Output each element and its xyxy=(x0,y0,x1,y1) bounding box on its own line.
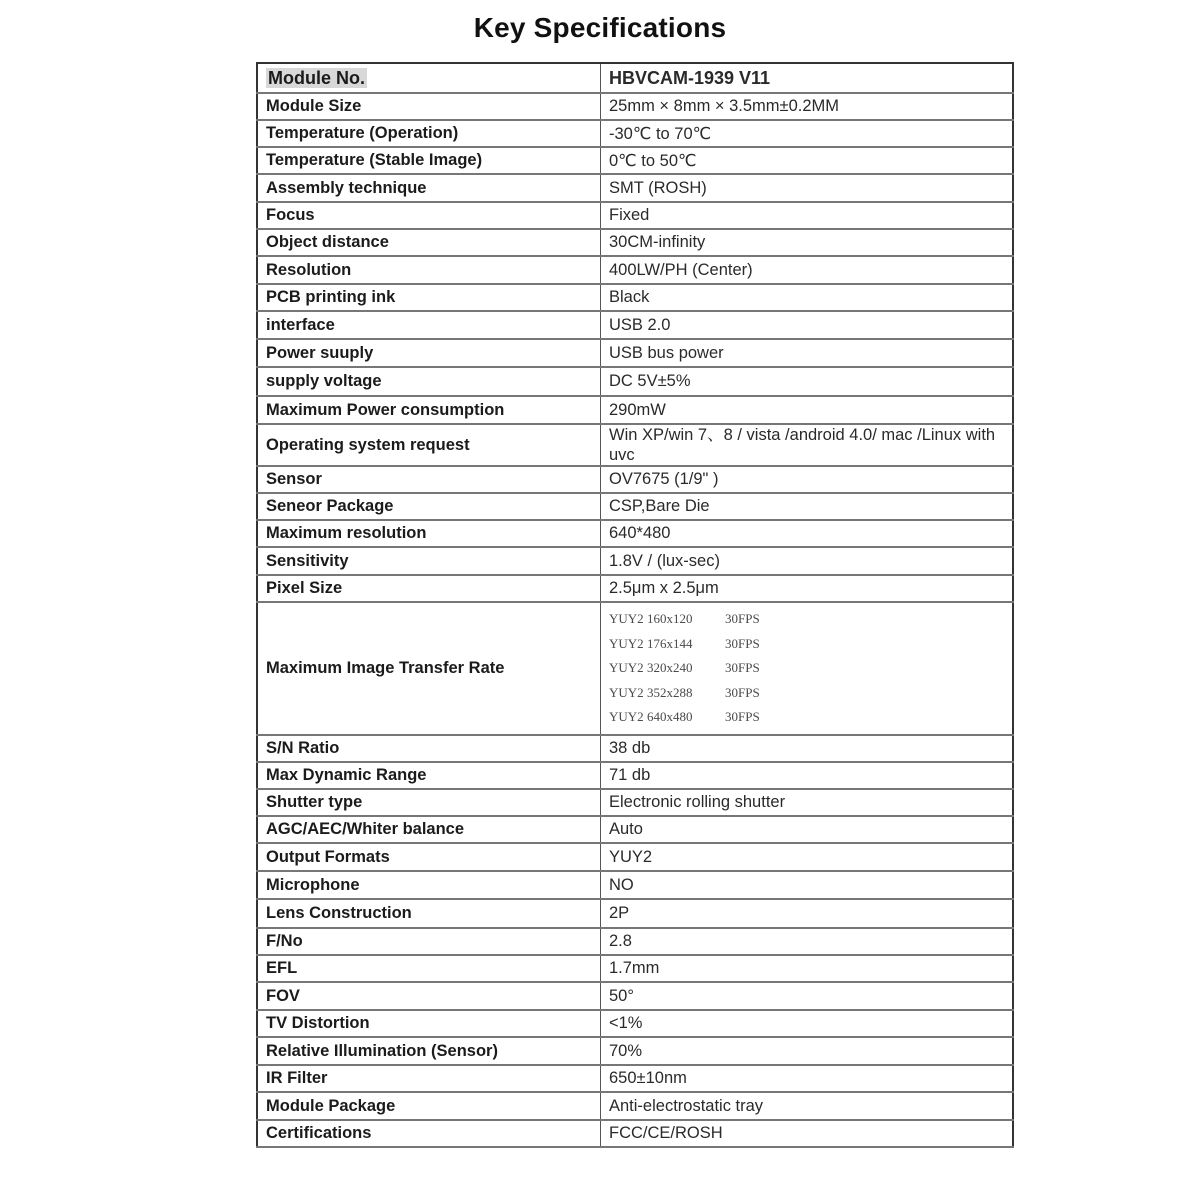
table-row xyxy=(257,174,1013,202)
table-row xyxy=(257,256,1013,284)
table-row xyxy=(257,284,1013,311)
transfer-rate-fps: 30FPS xyxy=(725,709,760,725)
table-row xyxy=(257,120,1013,147)
spec-value: SMT (ROSH) xyxy=(601,174,1014,202)
spec-value: -30℃ to 70℃ xyxy=(601,120,1014,147)
table-row xyxy=(257,424,1013,466)
spec-value: Black xyxy=(601,284,1014,311)
transfer-rate-item xyxy=(609,607,1012,632)
spec-value: Win XP/win 7、8 / vista /android 4.0/ mac /Linux with uvc xyxy=(601,424,1014,466)
table-row xyxy=(257,1010,1013,1037)
spec-value: 2.8 xyxy=(601,928,1014,955)
spec-label: EFL xyxy=(257,955,601,982)
transfer-rate-list xyxy=(609,607,1012,730)
table-row xyxy=(257,229,1013,256)
spec-label: Object distance xyxy=(257,229,601,256)
spec-label: Certifications xyxy=(257,1120,601,1147)
table-header-row xyxy=(257,63,1013,93)
transfer-rate-fps: 30FPS xyxy=(725,660,760,676)
spec-label: Focus xyxy=(257,202,601,229)
transfer-rate-cell xyxy=(601,602,1014,735)
spec-label: Maximum resolution xyxy=(257,520,601,547)
spec-label: FOV xyxy=(257,982,601,1010)
spec-label: Operating system request xyxy=(257,424,601,466)
spec-label: Shutter type xyxy=(257,789,601,816)
transfer-rate-item xyxy=(609,656,1012,681)
transfer-rate-format: YUY2 xyxy=(609,611,644,627)
header-label: Module No. xyxy=(268,67,365,88)
table-row xyxy=(257,982,1013,1010)
table-row xyxy=(257,899,1013,928)
table-row xyxy=(257,735,1013,762)
spec-value: NO xyxy=(601,871,1014,899)
table-row xyxy=(257,816,1013,843)
spec-value: 1.7mm xyxy=(601,955,1014,982)
spec-value: Electronic rolling shutter xyxy=(601,789,1014,816)
spec-label: Module Size xyxy=(257,93,601,120)
spec-label: Max Dynamic Range xyxy=(257,762,601,789)
spec-label: Power suuply xyxy=(257,339,601,367)
spec-label: Lens Construction xyxy=(257,899,601,928)
spec-value: 400LW/PH (Center) xyxy=(601,256,1014,284)
transfer-rate-resolution: 176x144 xyxy=(647,635,693,651)
spec-value: Auto xyxy=(601,816,1014,843)
spec-label: Relative Illumination (Sensor) xyxy=(257,1037,601,1065)
spec-value: USB bus power xyxy=(601,339,1014,367)
spec-value: USB 2.0 xyxy=(601,311,1014,339)
table-row xyxy=(257,871,1013,899)
transfer-rate-fps: 30FPS xyxy=(725,635,760,651)
spec-label: F/No xyxy=(257,928,601,955)
spec-value: 2.5μm x 2.5μm xyxy=(601,575,1014,602)
spec-table-body xyxy=(257,63,1013,1147)
transfer-rate-resolution: 160x120 xyxy=(647,611,693,627)
transfer-rate-format: YUY2 xyxy=(609,635,644,651)
table-row xyxy=(257,928,1013,955)
spec-value: <1% xyxy=(601,1010,1014,1037)
table-row xyxy=(257,93,1013,120)
spec-value: 70% xyxy=(601,1037,1014,1065)
table-row xyxy=(257,202,1013,229)
transfer-rate-fps: 30FPS xyxy=(725,684,760,700)
table-row xyxy=(257,493,1013,520)
table-row xyxy=(257,1092,1013,1120)
table-row xyxy=(257,466,1013,493)
table-row xyxy=(257,396,1013,424)
transfer-rate-fps: 30FPS xyxy=(725,611,760,627)
transfer-rate-format: YUY2 xyxy=(609,709,644,725)
table-row-transfer-rate xyxy=(257,602,1013,735)
transfer-rate-item xyxy=(609,681,1012,706)
spec-value: 0℃ to 50℃ xyxy=(601,147,1014,174)
spec-value: 2P xyxy=(601,899,1014,928)
table-row xyxy=(257,1037,1013,1065)
spec-label: interface xyxy=(257,311,601,339)
spec-label: Sensor xyxy=(257,466,601,493)
spec-value: OV7675 (1/9" ) xyxy=(601,466,1014,493)
header-label-cell xyxy=(257,63,601,93)
spec-label: Resolution xyxy=(257,256,601,284)
table-row xyxy=(257,1120,1013,1147)
spec-value: 38 db xyxy=(601,735,1014,762)
spec-label: Temperature (Stable Image) xyxy=(257,147,601,174)
spec-value: 30CM-infinity xyxy=(601,229,1014,256)
spec-label: S/N Ratio xyxy=(257,735,601,762)
spec-label: Seneor Package xyxy=(257,493,601,520)
table-row xyxy=(257,762,1013,789)
spec-label: Maximum Power consumption xyxy=(257,396,601,424)
spec-value: 290mW xyxy=(601,396,1014,424)
spec-label: AGC/AEC/Whiter balance xyxy=(257,816,601,843)
transfer-rate-resolution: 352x288 xyxy=(647,684,693,700)
spec-value: YUY2 xyxy=(601,843,1014,871)
spec-label: Sensitivity xyxy=(257,547,601,575)
transfer-rate-format: YUY2 xyxy=(609,684,644,700)
transfer-rate-resolution: 320x240 xyxy=(647,660,693,676)
spec-label: Temperature (Operation) xyxy=(257,120,601,147)
spec-label: PCB printing ink xyxy=(257,284,601,311)
table-row xyxy=(257,575,1013,602)
spec-label: Pixel Size xyxy=(257,575,601,602)
spec-label: TV Distortion xyxy=(257,1010,601,1037)
table-row xyxy=(257,843,1013,871)
spec-label: Module Package xyxy=(257,1092,601,1120)
spec-value: DC 5V±5% xyxy=(601,367,1014,396)
spec-value: 650±10nm xyxy=(601,1065,1014,1092)
table-row xyxy=(257,311,1013,339)
page-title: Key Specifications xyxy=(473,12,727,43)
spec-value: FCC/CE/ROSH xyxy=(601,1120,1014,1147)
spec-value: 50° xyxy=(601,982,1014,1010)
spec-label: Assembly technique xyxy=(257,174,601,202)
header-value-cell: HBVCAM-1939 V11 xyxy=(601,63,1014,93)
spec-value: Anti-electrostatic tray xyxy=(601,1092,1014,1120)
table-row xyxy=(257,520,1013,547)
spec-label: IR Filter xyxy=(257,1065,601,1092)
table-row xyxy=(257,547,1013,575)
transfer-rate-format: YUY2 xyxy=(609,660,644,676)
transfer-rate-item xyxy=(609,632,1012,657)
table-row xyxy=(257,955,1013,982)
table-row xyxy=(257,367,1013,396)
spec-label: Output Formats xyxy=(257,843,601,871)
spec-value: 1.8V / (lux-sec) xyxy=(601,547,1014,575)
spec-value: 25mm × 8mm × 3.5mm±0.2MM xyxy=(601,93,1014,120)
spec-value: Fixed xyxy=(601,202,1014,229)
spec-value: CSP,Bare Die xyxy=(601,493,1014,520)
spec-table xyxy=(256,62,1014,1148)
spec-label: Microphone xyxy=(257,871,601,899)
table-row xyxy=(257,339,1013,367)
transfer-rate-item xyxy=(609,705,1012,730)
table-row xyxy=(257,789,1013,816)
table-row xyxy=(257,147,1013,174)
table-row xyxy=(257,1065,1013,1092)
spec-value: 71 db xyxy=(601,762,1014,789)
spec-value: 640*480 xyxy=(601,520,1014,547)
transfer-rate-resolution: 640x480 xyxy=(647,709,693,725)
spec-label: Maximum Image Transfer Rate xyxy=(257,602,601,735)
spec-label: supply voltage xyxy=(257,367,601,396)
